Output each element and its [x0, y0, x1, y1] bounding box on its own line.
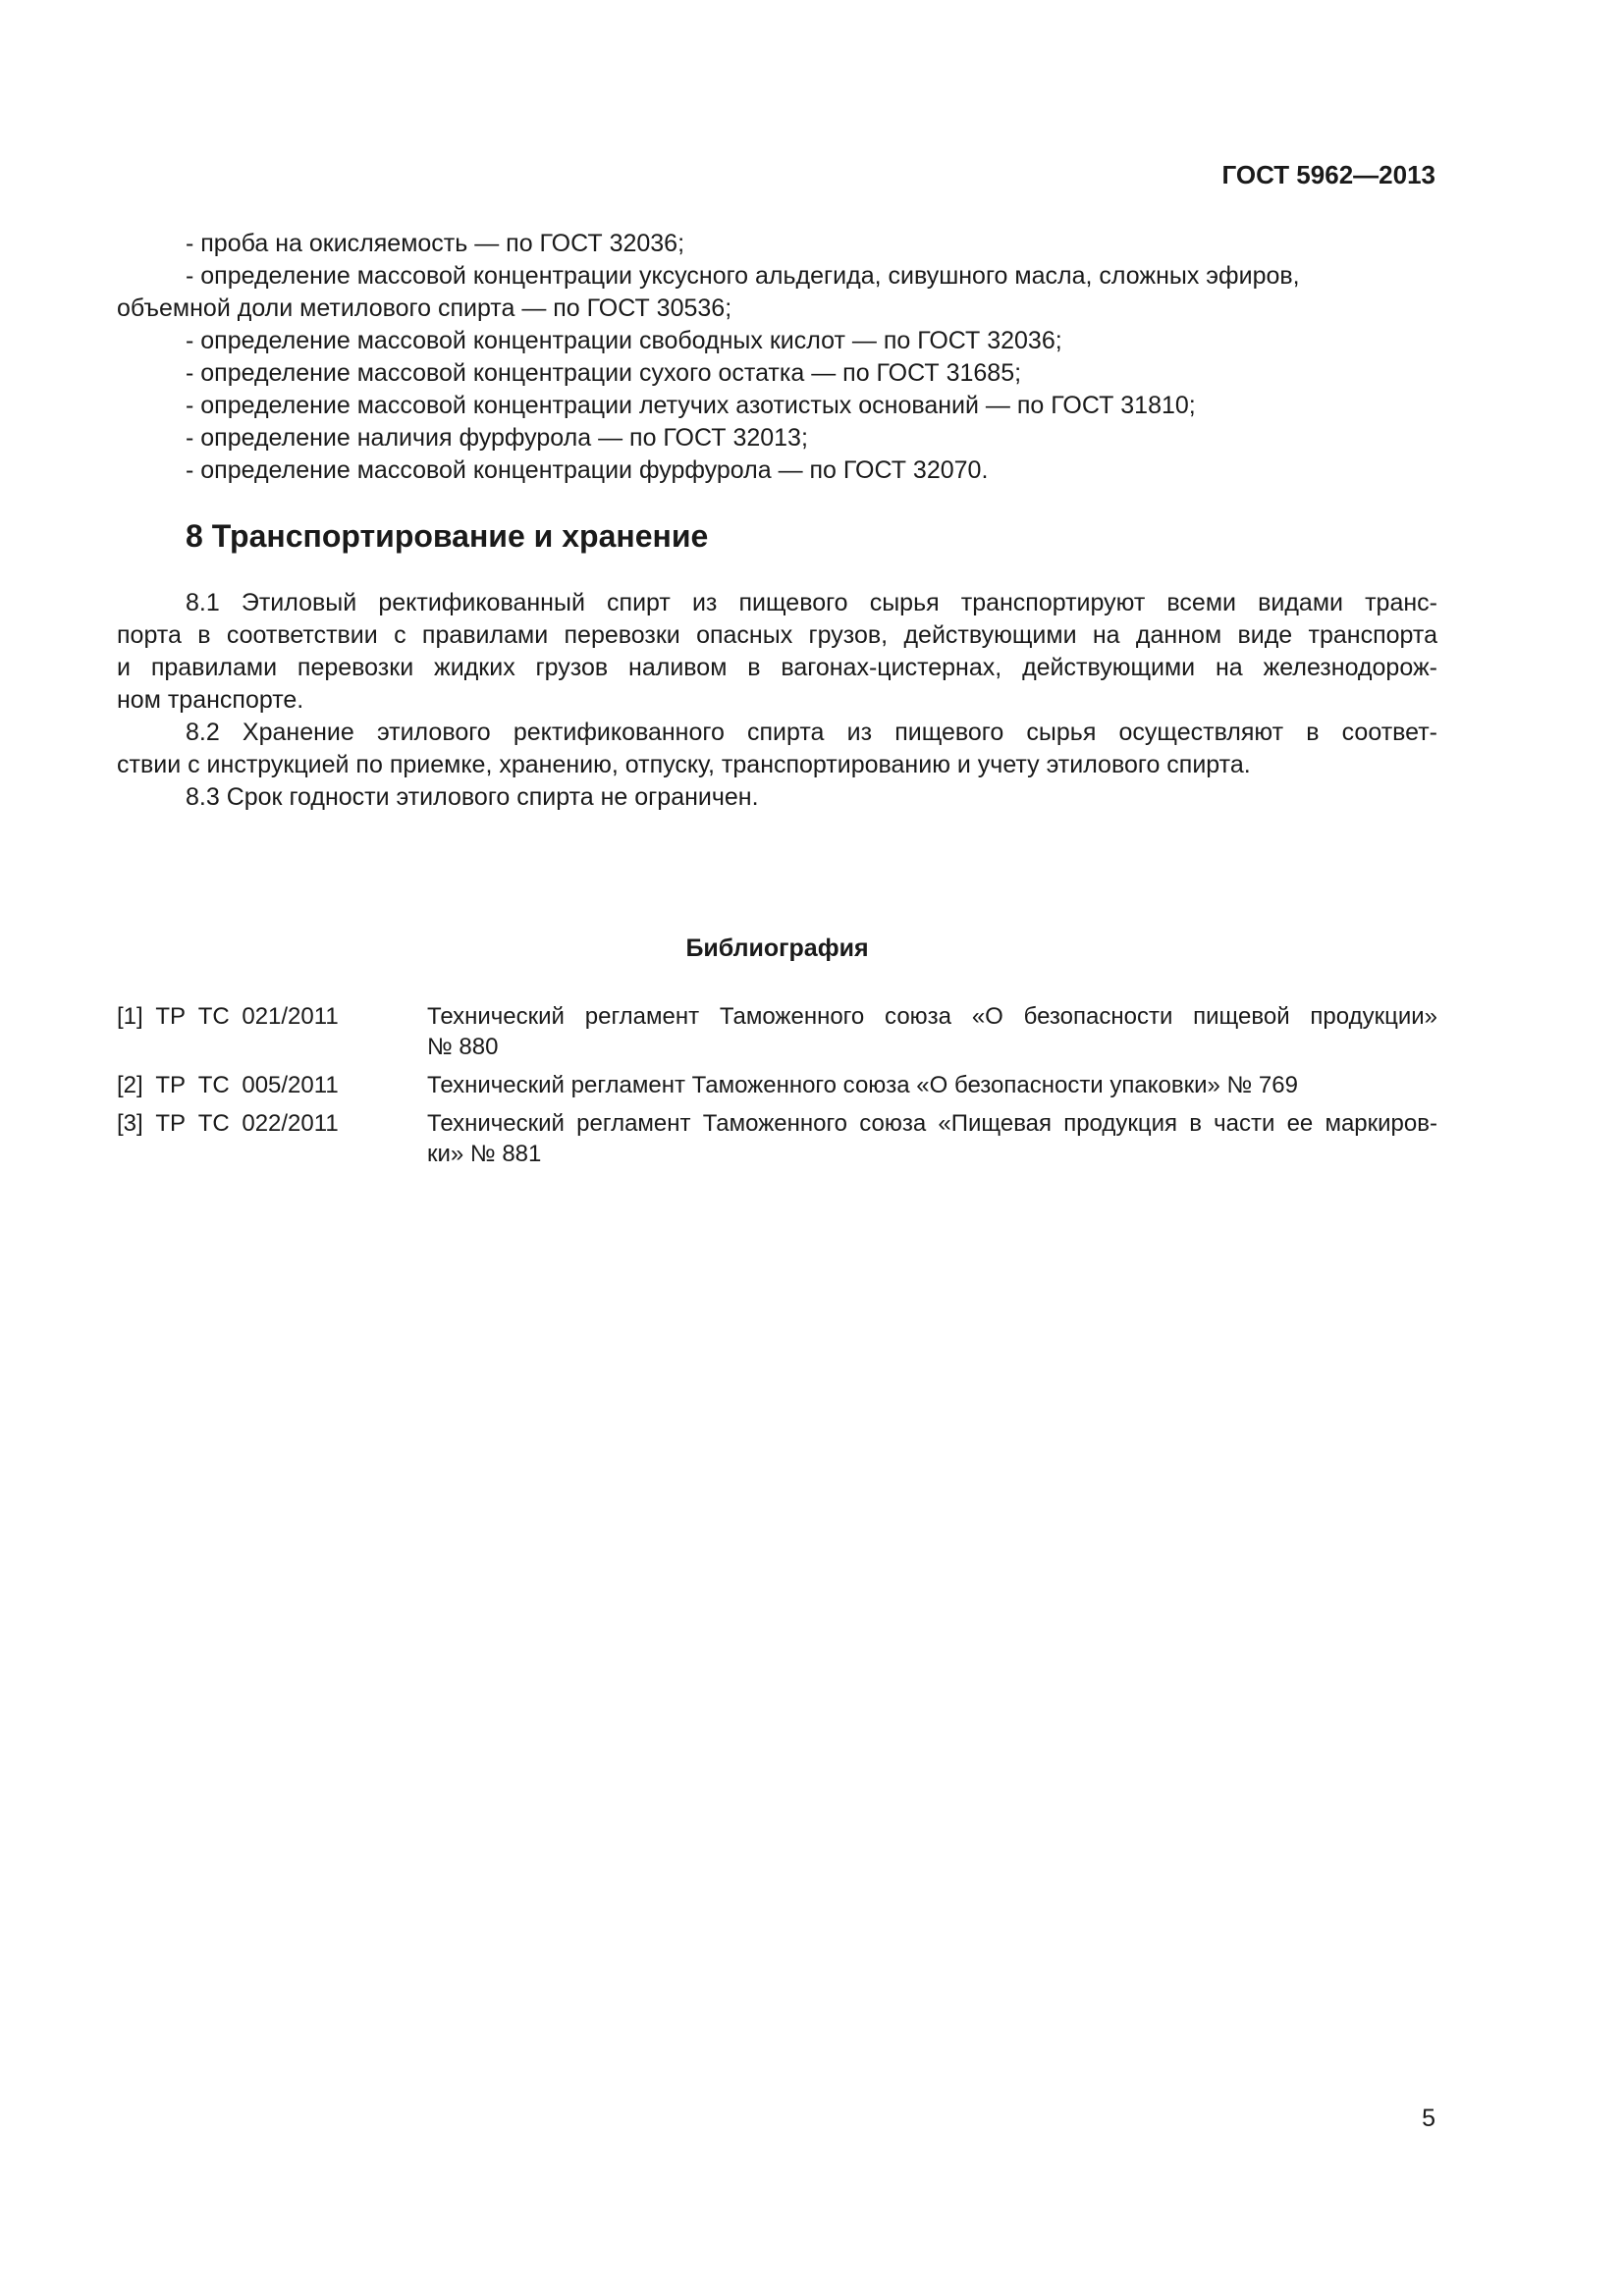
bibliography-list — [117, 1001, 1437, 1177]
standard-id-header: ГОСТ 5962—2013 — [1221, 160, 1435, 189]
bibliography-item — [117, 1108, 1437, 1169]
bibliography-ref: [3] ТР ТС 022/2011 — [117, 1110, 339, 1137]
bibliography-text — [427, 1070, 1437, 1100]
list-item: - определение массовой концентрации сухого остатка — по ГОСТ 31685; — [186, 359, 1022, 387]
bibliography-ref: [1] ТР ТС 021/2011 — [117, 1003, 339, 1030]
paragraph-line: ном транспорте. — [117, 686, 304, 714]
list-item-continuation: объемной доли метилового спирта — по ГОСТ 30536; — [117, 294, 732, 322]
list-item: - проба на окисляемость — по ГОСТ 32036; — [186, 230, 685, 257]
bibliography-text-line: № 880 — [427, 1034, 499, 1060]
paragraph-line: 8.3 Срок годности этилового спирта не ограничен. — [186, 783, 759, 811]
page-number: 5 — [1422, 2105, 1435, 2132]
bibliography-title: Библиография — [685, 934, 869, 962]
list-item: - определение массовой концентрации свободных кислот — по ГОСТ 32036; — [186, 327, 1062, 354]
bibliography-ref: [2] ТР ТС 005/2011 — [117, 1072, 339, 1098]
list-item: - определение массовой концентрации летучих азотистых оснований — по ГОСТ 31810; — [186, 392, 1196, 419]
bibliography-text — [427, 1001, 1437, 1062]
paragraph-line: порта в соответствии с правилами перевозки опасных грузов, действующими на данном виде транспорта — [117, 621, 1437, 649]
list-item: - определение массовой концентрации уксусного альдегида, сивушного масла, сложных эфиров, — [186, 262, 1300, 290]
paragraph-line: и правилами перевозки жидких грузов наливом в вагонах-цистернах, действующими на железнодорож- — [117, 654, 1437, 681]
bibliography-text-line: Технический регламент Таможенного союза «Пищевая продукция в части ее маркиров- — [427, 1110, 1437, 1137]
list-item: - определение наличия фурфурола — по ГОСТ 32013; — [186, 424, 808, 452]
methods-list — [117, 228, 1437, 487]
paragraph-line: ствии с инструкцией по приемке, хранению, отпуску, транспортированию и учету этилового спирта. — [117, 751, 1251, 778]
paragraph-line: 8.2 Хранение этилового ректификованного спирта из пищевого сырья осуществляют в соответ- — [186, 719, 1437, 746]
bibliography-text — [427, 1108, 1437, 1169]
bibliography-item — [117, 1001, 1437, 1062]
section-heading: 8 Транспортирование и хранение — [186, 518, 709, 554]
bibliography-item — [117, 1070, 1437, 1100]
bibliography-text-line: Технический регламент Таможенного союза «О безопасности упаковки» № 769 — [427, 1072, 1298, 1098]
bibliography-text-line: ки» № 881 — [427, 1141, 542, 1167]
section-8-body — [117, 587, 1437, 814]
list-item: - определение массовой концентрации фурфурола — по ГОСТ 32070. — [186, 456, 989, 484]
bibliography-text-line: Технический регламент Таможенного союза «О безопасности пищевой продукции» — [427, 1003, 1437, 1030]
paragraph-line: 8.1 Этиловый ректификованный спирт из пищевого сырья транспортируют всеми видами транс- — [186, 589, 1437, 616]
